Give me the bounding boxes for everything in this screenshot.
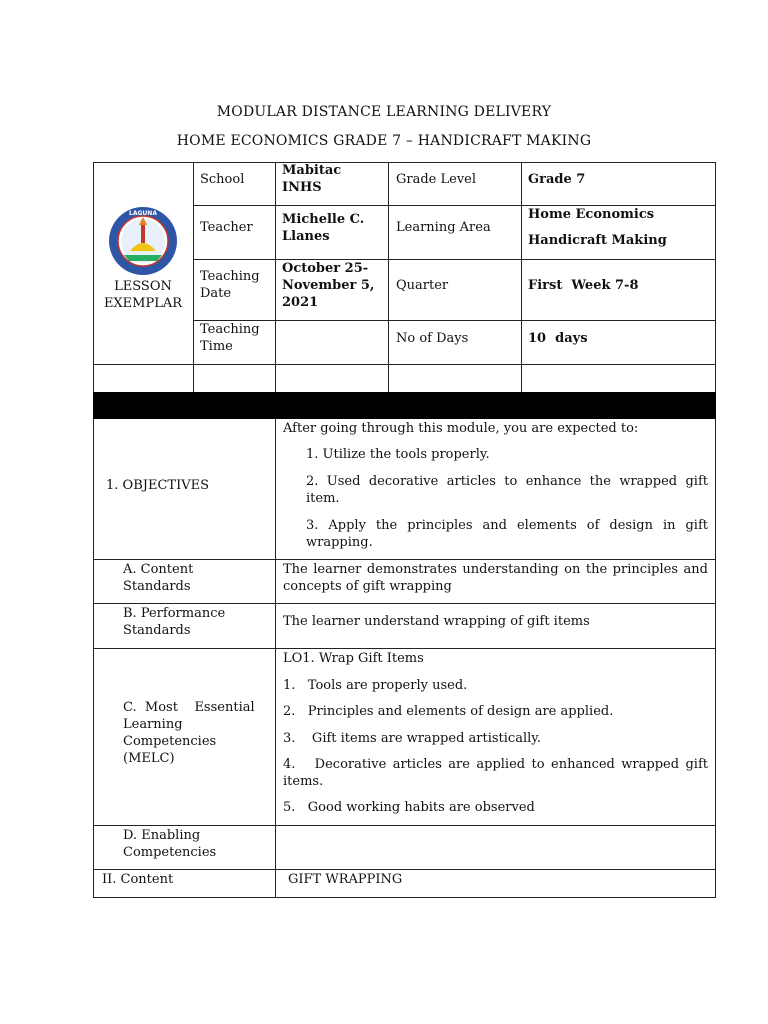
table-border-right	[715, 162, 716, 898]
content-label: II. Content	[102, 872, 174, 887]
content-standards-label: A. Content Standards	[123, 562, 194, 594]
grid-line	[193, 320, 716, 321]
lesson-label-line1: LESSON	[114, 279, 172, 294]
teaching-time-label: Teaching Time	[200, 322, 260, 354]
grid-line	[93, 559, 716, 560]
melc-lo: LO1. Wrap Gift Items	[283, 651, 424, 666]
school-value: Mabitac INHS	[282, 163, 342, 195]
objective-item-1: 1. Utilize the tools properly.	[306, 447, 490, 462]
grid-line	[388, 162, 389, 392]
grid-line	[193, 259, 716, 260]
no-of-days-label: No of Days	[396, 331, 469, 346]
lesson-label-line2: EXEMPLAR	[103, 296, 183, 311]
grid-line	[93, 648, 716, 649]
table-border-top	[93, 162, 716, 163]
grid-line	[193, 162, 194, 392]
objectives-intro: After going through this module, you are expected to:	[283, 421, 639, 436]
grid-line	[93, 825, 716, 826]
melc-item-3: 3. Gift items are wrapped artistically.	[283, 731, 542, 746]
quarter-label: Quarter	[396, 278, 449, 293]
no-of-days-value: 10 days	[528, 331, 588, 346]
school-label: School	[200, 172, 245, 187]
performance-standards-value: The learner understand wrapping of gift items	[283, 614, 590, 629]
melc-item-2: 2. Principles and elements of design are applied.	[283, 704, 614, 719]
svg-text:LAGUNA: LAGUNA	[129, 210, 157, 217]
header-line-1: MODULAR DISTANCE LEARNING DELIVERY	[216, 104, 552, 120]
content-value: GIFT WRAPPING	[288, 872, 403, 887]
grid-line	[521, 162, 522, 392]
table-border-left	[93, 162, 94, 898]
grade-level-label: Grade Level	[396, 172, 477, 187]
objective-item-2: 2. Used decorative articles to enhance the wrapped gift item.	[306, 474, 708, 506]
enabling-competencies-label: D. Enabling Competencies	[123, 828, 217, 860]
grid-line	[93, 603, 716, 604]
teacher-label: Teacher	[200, 220, 253, 235]
grid-line	[93, 364, 716, 365]
learning-area-value-1: Home Economics	[528, 207, 655, 222]
melc-item-1: 1. Tools are properly used.	[283, 678, 468, 693]
learning-area-label: Learning Area	[396, 220, 491, 235]
melc-item-4: 4. Decorative articles are applied to enhanced wrapped gift items.	[283, 757, 713, 789]
grid-line	[275, 162, 276, 392]
teacher-value: Michelle C. Llanes	[282, 212, 365, 244]
melc-label: C. Most Essential Learning Competencies (MELC)	[123, 700, 259, 766]
content-standards-value: The learner demonstrates understanding on the principles and concepts of gift wrapping	[283, 562, 708, 594]
objectives-label: 1. OBJECTIVES	[106, 478, 209, 493]
section-divider-bar	[93, 392, 716, 419]
grid-line	[93, 869, 716, 870]
teaching-date-value: October 25- November 5, 2021	[282, 261, 375, 310]
performance-standards-label: B. Performance Standards	[123, 606, 226, 638]
objective-item-3: 3. Apply the principles and elements of design in gift wrapping.	[306, 518, 708, 550]
teaching-date-label: Teaching Date	[200, 269, 260, 301]
table-border-bottom	[93, 897, 716, 898]
quarter-value: First Week 7-8	[528, 278, 639, 293]
melc-item-5: 5. Good working habits are observed	[283, 800, 535, 815]
learning-area-value-2: Handicraft Making	[528, 233, 667, 248]
grade-level-value: Grade 7	[528, 172, 586, 187]
header-line-2: HOME ECONOMICS GRADE 7 – HANDICRAFT MAKING	[176, 133, 592, 149]
division-seal-icon	[102, 205, 184, 277]
